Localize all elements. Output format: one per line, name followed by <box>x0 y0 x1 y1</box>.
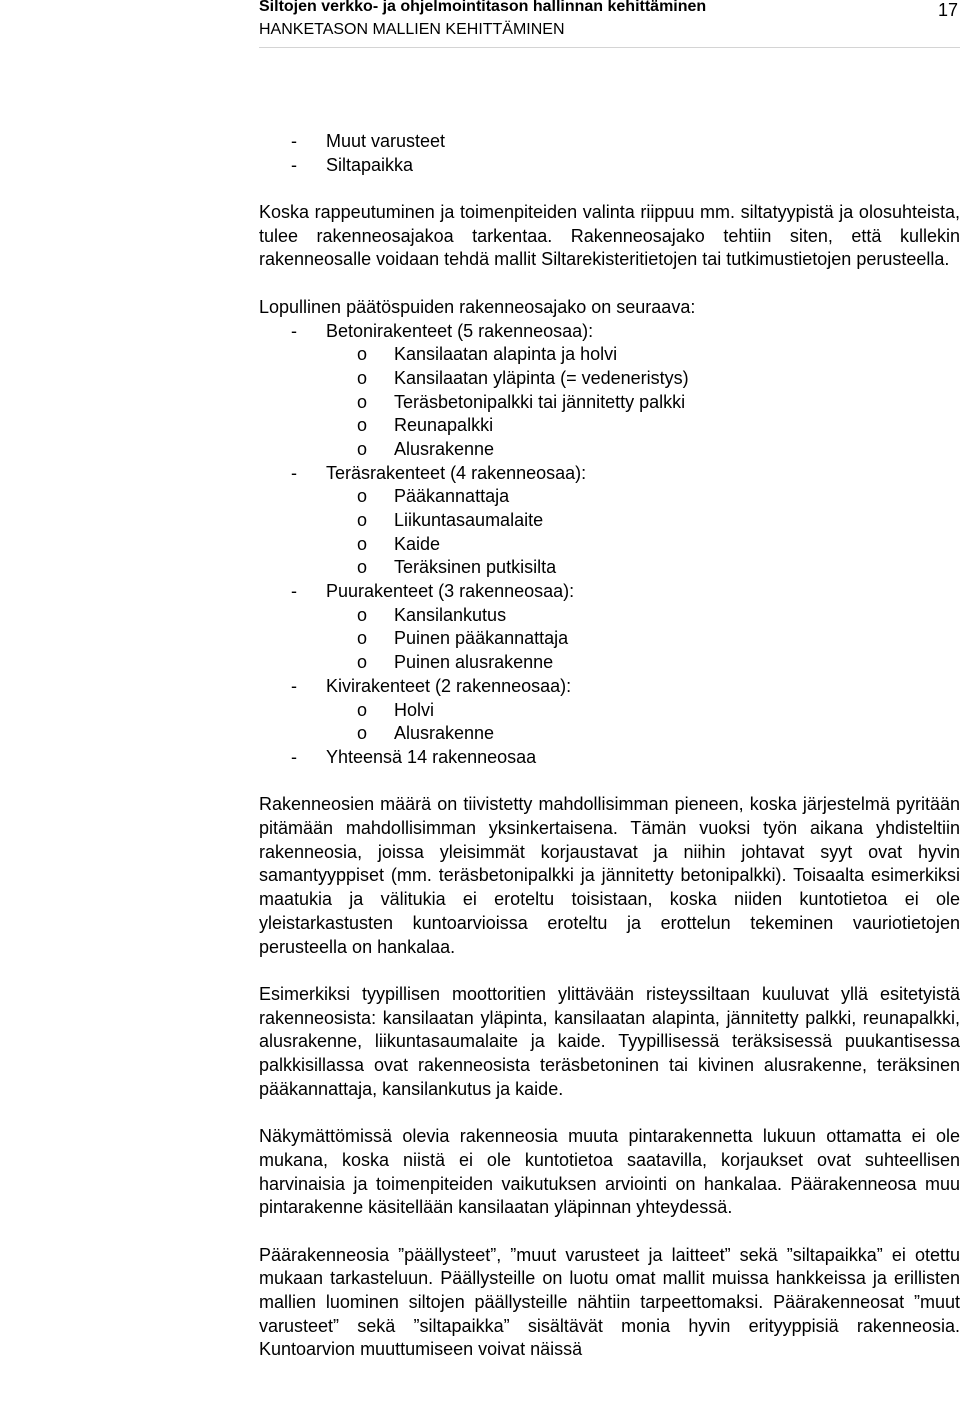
document-subtitle: HANKETASON MALLIEN KEHITTÄMINEN <box>259 21 565 38</box>
paragraph-nakymattomissa: Näkymättömissä olevia rakenneosia muuta pintarakennetta lukuun ottamatta ei ole mukana, koska niistä ei ole kuntotietoa saatavilla, korjaukset ovat suhteellisen harvinaisia ja toimenpiteiden vaikutuksen arviointi on hankalaa. Päärakenneosa muu pintarakenne käsitellään kansilaatan yläpinnan yhteydessä. <box>259 1126 960 1218</box>
list-item-text: Teräksinen putkisilta <box>394 557 557 578</box>
list-item-text: Kansilankutus <box>394 604 507 625</box>
list-subitem <box>259 438 960 462</box>
list-item-text: Betonirakenteet (5 rakenneosaa): <box>326 320 594 341</box>
structure-list <box>259 320 960 770</box>
list-marker: - <box>291 462 297 483</box>
list-item-text: Teräsrakenteet (4 rakenneosaa): <box>326 462 587 483</box>
page-header <box>259 0 960 50</box>
list-item-text: Alusrakenne <box>394 723 495 744</box>
list-item <box>259 154 960 178</box>
header-divider <box>259 47 960 48</box>
list-item-text: Puinen pääkannattaja <box>394 628 569 649</box>
list-marker: - <box>291 581 297 602</box>
list-marker: o <box>357 533 368 554</box>
list-marker: o <box>357 723 368 744</box>
list-item-text: Reunapalkki <box>394 415 494 436</box>
list-marker: o <box>357 628 368 649</box>
list-marker: o <box>357 652 368 673</box>
list-item-text: Teräsbetonipalkki tai jännitetty palkki <box>394 391 686 412</box>
list-item <box>259 675 960 699</box>
list-item-text: Kivirakenteet (2 rakenneosaa): <box>326 675 572 696</box>
list-item <box>259 320 960 344</box>
list-item-text: Kansilaatan yläpinta (= vedeneristys) <box>394 367 689 388</box>
list-item-text: Siltapaikka <box>326 154 414 175</box>
list-marker: - <box>291 746 297 767</box>
list-subitem <box>259 699 960 723</box>
list-subitem <box>259 651 960 675</box>
list-item-text: Puurakenteet (3 rakenneosaa): <box>326 581 575 602</box>
spacer <box>259 177 960 201</box>
list-subitem <box>259 627 960 651</box>
list-subitem <box>259 343 960 367</box>
list-subitem <box>259 391 960 415</box>
list-marker: o <box>357 557 368 578</box>
list-marker: o <box>357 438 368 459</box>
list-marker: - <box>291 675 297 696</box>
list-marker: o <box>357 699 368 720</box>
list-marker: o <box>357 486 368 507</box>
document-body <box>259 130 960 1362</box>
spacer <box>259 272 960 296</box>
document-title: Siltojen verkko- ja ohjelmointitason hallinnan kehittäminen <box>259 0 707 15</box>
list-item-text: Muut varusteet <box>326 131 446 151</box>
list-marker: - <box>291 154 297 175</box>
list-item-text: Pääkannattaja <box>394 486 510 507</box>
list-marker: o <box>357 367 368 388</box>
list-item-text: Kaide <box>394 533 441 554</box>
list-item <box>259 462 960 486</box>
list-item-text: Puinen alusrakenne <box>394 652 554 673</box>
paragraph-rappeutuminen: Koska rappeutuminen ja toimenpiteiden valinta riippuu mm. siltatyypistä ja olosuhteista, tulee rakenneosajakoa tarkentaa. Rakenneosajako tehtiin siten, että kullekin rakenneosalle voidaan tehdä mallit Siltarekisteritietojen tai tutkimustietojen perusteella. <box>259 202 960 270</box>
list-marker: o <box>357 604 368 625</box>
spacer <box>259 1220 960 1244</box>
list-item-text: Holvi <box>394 699 435 720</box>
list-subitem <box>259 367 960 391</box>
list-item <box>259 746 960 770</box>
list-subitem <box>259 556 960 580</box>
list-marker: o <box>357 510 368 531</box>
list-subitem <box>259 509 960 533</box>
list-marker: - <box>291 131 297 151</box>
intro-text: Lopullinen päätöspuiden rakenneosajako on seuraava: <box>259 296 696 317</box>
paragraph-esimerkiksi: Esimerkiksi tyypillisen moottoritien ylittävään risteyssiltaan kuuluvat yllä esitetyistä rakenneosista: kansilaatan yläpinta, kansilaatan alapinta, jännitetty palkki, reunapalkki, alusrakenne, liikuntasaumalaite ja kaide. Tyypillisessä teräksisessä puukantisessa palkkisillassa ovat rakenneosista teräsbetoninen tai kivinen alusrakenne, teräksinen pääkannattaja, kansilankutus ja kaide. <box>259 983 960 1099</box>
paragraph-intro <box>259 296 960 320</box>
list-item-text: Kansilaatan alapinta ja holvi <box>394 344 618 365</box>
list-marker: o <box>357 415 368 436</box>
list-item-text: Yhteensä 14 rakenneosaa <box>326 746 537 767</box>
spacer <box>259 959 960 983</box>
spacer <box>259 770 960 794</box>
list-subitem <box>259 604 960 628</box>
list-subitem <box>259 485 960 509</box>
page-number: 17 <box>937 0 958 20</box>
list-item-text: Alusrakenne <box>394 438 495 459</box>
list-marker: o <box>357 391 368 412</box>
list-subitem <box>259 722 960 746</box>
list-marker: - <box>291 320 297 341</box>
top-list <box>259 130 960 177</box>
list-subitem <box>259 533 960 557</box>
paragraph-paarakenneosia: Päärakenneosia ”päällysteet”, ”muut varusteet ja laitteet” sekä ”siltapaikka” ei otettu mukaan tarkasteluun. Päällysteille on luotu omat mallit muissa hankkeissa ja erillisten mallien luominen siltojen päällysteille nähtiin tarpeettomaksi. Päärakenneosat ”muut varusteet” sekä ”siltapaikka” sisältävät monia hyvin erityyppisiä rakenneosia. Kuntoarvion muuttumiseen voivat näissä <box>259 1244 960 1360</box>
list-marker: o <box>357 344 368 365</box>
paragraph-rakenneosien-maara: Rakenneosien määrä on tiivistetty mahdollisimman pieneen, koska järjestelmä pyritään pitämään mahdollisimman yksinkertaisena. Tämän vuoksi työn aikana yhdisteltiin rakenneosia, joissa yleisimmät korjaustavat ja niihin johtavat syyt ovat hyvin samantyyppiset (mm. teräsbetonipalkki ja jännitetty betonipalkki). Toisaalta esimerkiksi maatukia ja välitukia ei eroteltu toisistaan, koska niiden kuntotietoa ei ole yleistarkastusten kuntoarvioissa eroteltu ja erottelun tekeminen vauriotietojen perusteella on hankalaa. <box>259 794 960 957</box>
list-item <box>259 130 960 154</box>
list-subitem <box>259 414 960 438</box>
spacer <box>259 1101 960 1125</box>
list-item-text: Liikuntasaumalaite <box>394 510 544 531</box>
list-item <box>259 580 960 604</box>
